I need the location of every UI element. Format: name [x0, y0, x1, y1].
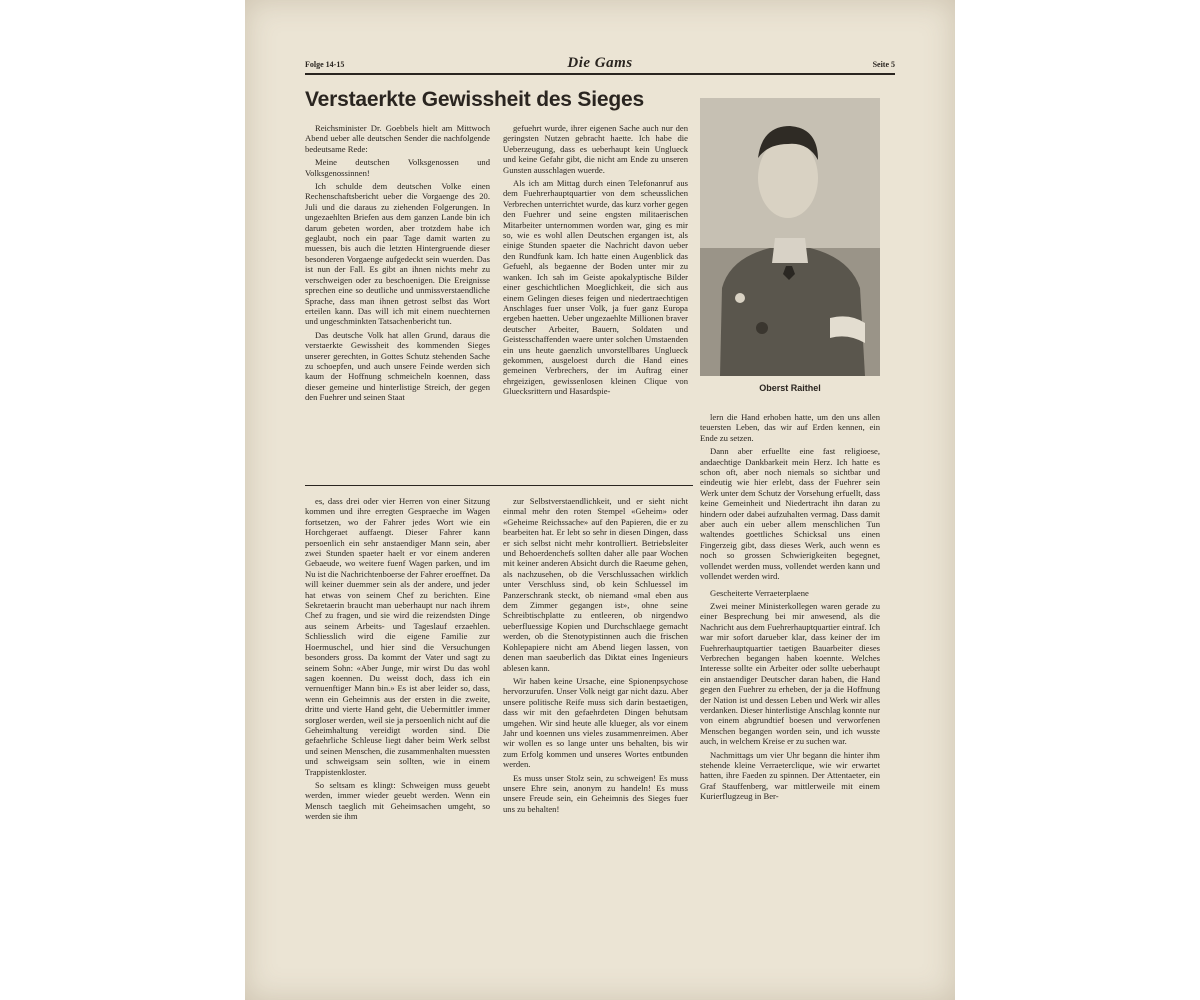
paragraph: Zwei meiner Ministerkollegen waren gerade zu einer Besprechung bei mir anwesend, als die Nachricht aus dem Fuehrerhauptquartier eintraf. Ich war mir sofort darueber klar, dass keiner der im Fuehrerhauptquartier taetigen Bauarbeiter dieses Verbrechen begangen haben koennte. Welches Interesse sollte ein Arbeiter oder sollte ueberhaupt ein anstaendiger Deutscher daran haben, die Hand gegen den Fuehrer zu erheben, der ja die Hoffnung der Nation ist und dessen Leben und Werk wir alles verdanken. Dieser hinterlistige Anschlag konnte nur von einem abgrundtief boesen und verworfenen Menschen begangen worden sein, und ich wusste auch, in welchem Kreise er zu suchen war.: [700, 600, 880, 747]
paragraph: zur Selbstverstaendlichkeit, und er sieht nicht einmal mehr den roten Stempel «Geheim» oder «Geheime Reichssache» auf den Papieren, die er zu bearbeiten hat. Er lebt so sehr in diesen Dingen, dass er sich selbst nicht mehr kontrolliert. Betriebsleiter und Behoerdenchefs sollten daher alle paar Wochen mit keiner anderen Absicht durch die Raeume gehen, als nachzusehen, ob die Verschlussachen wirklich unter Verschluss sind, ob kein Schluessel im Panzerschrank steckt, ob niemand «mal eben aus dem Zimmer gegangen ist», ohne seine Schreibtischplatte zu entleeren, ob nirgendwo ueberfluessige Kopien und Durchschlaege gemacht werden, ob die Stenotypistinnen auch die frischen Kohlepapiere nicht am Abend liegen lassen, von denen man saeuberlich das Diktat eines Ingenieurs ablesen kann.: [503, 496, 688, 673]
paragraph: Das deutsche Volk hat allen Grund, daraus die verstaerkte Gewissheit des kommenden Sieges unserer gerechten, in Gottes Schutz stehenden Sache zu schoepfen, und auch unsere Feinde werden sich kaum der Hoffnung schmeicheln koennen, dass dieser gemeine und hinterlistige Streich, der gegen den Fuehrer und seinen Staat: [305, 329, 490, 403]
paragraph: Ich schulde dem deutschen Volke einen Rechenschaftsbericht ueber die Vorgaenge des 20. Juli und die daraus zu ziehenden Folgerungen. In ungezaehlten Briefen aus dem ganzen Lande bin ich darum gebeten worden, aber trotzdem habe ich geglaubt, noch ein paar Tage damit warten zu muessen, bis auch die letzten Hintergruende dieser besonderen Vorgaenge aufgedeckt sein wuerden. Das ist nun der Fall. Es gibt an ihnen nichts mehr zu verschweigen oder zu beschoenigen. Die Ereignisse sprechen eine so deutliche und unmissverstaendliche Sprache, dass man ihnen getrost selbst das Wort erteilen kann. Das will ich mit einem nuechternen und ungeschminkten Tatsachenbericht tun.: [305, 181, 490, 327]
paragraph: Nachmittags um vier Uhr begann die hinter ihm stehende kleine Verraeterclique, wie wir erwartet hatten, ihre Faeden zu spinnen. Der Attentaeter, ein Graf Stauffenberg, war mittlerweile mit einem Kurierflugzeug in Ber-: [700, 749, 880, 802]
newspaper-page: [245, 0, 955, 1000]
paragraph: Dann aber erfuellte eine fast religioese, andaechtige Dankbarkeit mein Herz. Ich hatte es schon oft, aber noch niemals so sichtbar und eindeutig wie hier erlebt, dass der Fuehrer sein Werk unter dem Schutz der Vorsehung erfuellt, dass keine Gemeinheit und Niedertracht ihn daran zu hindern oder dabei aufzuhalten vermag. Dass damit aber auch ein ueber allem menschlichen Tun waltendes goettliches Schicksal uns einen Fingerzeig gibt, dass dieses Werk, auch wenn es noch so grossen Schwierigkeiten begegnet, vollendet werden muss, vollendet werden kann und vollendet werden wird.: [700, 446, 880, 582]
portrait-photo: [700, 98, 880, 376]
page-number: Seite 5: [872, 60, 895, 69]
section-rule: [305, 485, 693, 486]
paragraph: So seltsam es klingt: Schweigen muss geuebt werden, immer wieder geuebt werden. Wenn ein Mensch taeglich mit Geheimsachen umgeht, so werden sie ihm: [305, 779, 490, 822]
column-2-lower: [503, 496, 688, 817]
masthead: Die Gams: [567, 55, 633, 71]
photo-caption: Oberst Raithel: [759, 383, 821, 393]
paragraph: Als ich am Mittag durch einen Telefonanruf aus dem Fuehrerhauptquartier von dem scheusslichen Verbrechen unterrichtet wurde, das kurz vorher gegen den Fuehrer und seine engsten militaerischen Mitarbeiter unternommen worden war, ging es mir so, wie es wohl allen Deutschen ergangen ist, als einige Stunden spaeter die Nachricht davon ueber den Rundfunk kam. Ich hatte einen Augenblick das Gefuehl, als begaenne der Boden unter mir zu wanken. Ich sah im Geiste apokalyptische Bilder einer geschichtlichen Moeglichkeit, die sich aus einem Gelingen dieses feigen und niedertraechtigen Anschlages fuer unser Volk, ja fuer ganz Europa ergeben haetten. Ueber ungezaehlte Millionen braver deutscher Arbeiter, Bauern, Soldaten und Geistesschaffenden waere unter solchen Umstaenden ein uns heute gaenzlich unvorstellbares Unglueck gekommen, ausgeloest durch die Hand eines gemeinen Verbrechers, der im Auftrag einer ehrgeizigen, gewissenlosen kleinen Clique von Gluecksrittern und Hasardspie-: [503, 178, 688, 397]
paragraph: gefuehrt wurde, ihrer eigenen Sache auch nur den geringsten Nutzen gebracht haette. Ich habe die Ueberzeugung, dass es ueberhaupt kein Unglueck und keine Gefahr gibt, die nicht am Ende zu unseren Gunsten ausschlagen wuerde.: [503, 123, 688, 175]
column-2: [503, 123, 688, 400]
subheading: Gescheiterte Verraeterplaene: [710, 587, 809, 598]
paragraph: Meine deutschen Volksgenossen und Volksgenossinnen!: [305, 157, 490, 178]
column-1-lower: [305, 496, 490, 825]
issue-number: Folge 14-15: [305, 60, 345, 69]
article-headline: Verstaerkte Gewissheit des Sieges: [305, 88, 644, 111]
column-1: [305, 123, 490, 406]
paragraph: Reichsminister Dr. Goebbels hielt am Mittwoch Abend ueber alle deutschen Sender die nachfolgende bedeutsame Rede:: [305, 123, 490, 154]
paragraph: lern die Hand erhoben hatte, um den uns allen teuersten Leben, das wir auf Erden kennen, ein Ende zu setzen.: [700, 412, 880, 443]
paragraph: Es muss unser Stolz sein, zu schweigen! Es muss unsere Ehre sein, anonym zu handeln! Es muss unsere Freude sein, ein Geheimnis des Sieges fuer uns zu behalten!: [503, 772, 688, 814]
paragraph: Wir haben keine Ursache, eine Spionenpsychose hervorzurufen. Unser Volk neigt gar nicht dazu. Aber unsere politische Reife muss sich darin bestaetigen, dass wir mit den gefaehrdeten Dingen behutsam umgehen. Wir sind heute alle klueger, als vor einem Jahr und koennen uns vieles zusammenreimen. Aber wir wollen es so lange unter uns behalten, bis wir zum Erfolg kommen und unseres Wortes entbunden werden.: [503, 675, 688, 770]
column-3: [700, 412, 880, 805]
paragraph: es, dass drei oder vier Herren von einer Sitzung kommen und ihre erregten Gespraeche im Wagen fortsetzen, wo der Fahrer jedes Wort wie ein Horchgeraet auffaengt. Dieser Fahrer kann persoenlich ein sehr anstaendiger Mann sein, aber zwei Stunden spaeter haelt er vor einem anderen Gebaeude, wo weitere fuenf Wagen parken, und im Nu ist die Nachrichtenboerse der Fahrer eroeffnet. Da will keiner duemmer sein als der andere, und jeder hat etwas von seinem Chef zu berichten. Eine Sekretaerin braucht man ueberhaupt nur nach ihrem Chef zu fragen, und sie wird die reizendsten Dinge aus seinem Arbeits- und Tageslauf erzaehlen. Schliesslich wird die eigene Familie zur Hoermuschel, und hier sind die Versuchungen besonders gross. Da kommt der Vater und sagt zu seinem Sohn: «Aber Junge, mir wirst Du das wohl sagen koennen. Du weisst doch, dass ich ein vernuenftiger Mann bin.» Es ist aber leider so, dass, wenn ein Geheimnis aus der ersten in die zweite, dritte und vierte Hand geht, die Uebermittler immer sorgloser werden, weil sie ja persoenlich nicht auf die Geheimhaltung vereidigt worden sind. Die gefaehrliche Schleuse liegt daher beim Werk selbst und seinen Menschen, die zusammenhalten muessten und schweigsam sein sollten, wie in einem Trappistenkloster.: [305, 496, 491, 777]
header-rule: [305, 73, 895, 75]
page-header: [305, 55, 895, 75]
